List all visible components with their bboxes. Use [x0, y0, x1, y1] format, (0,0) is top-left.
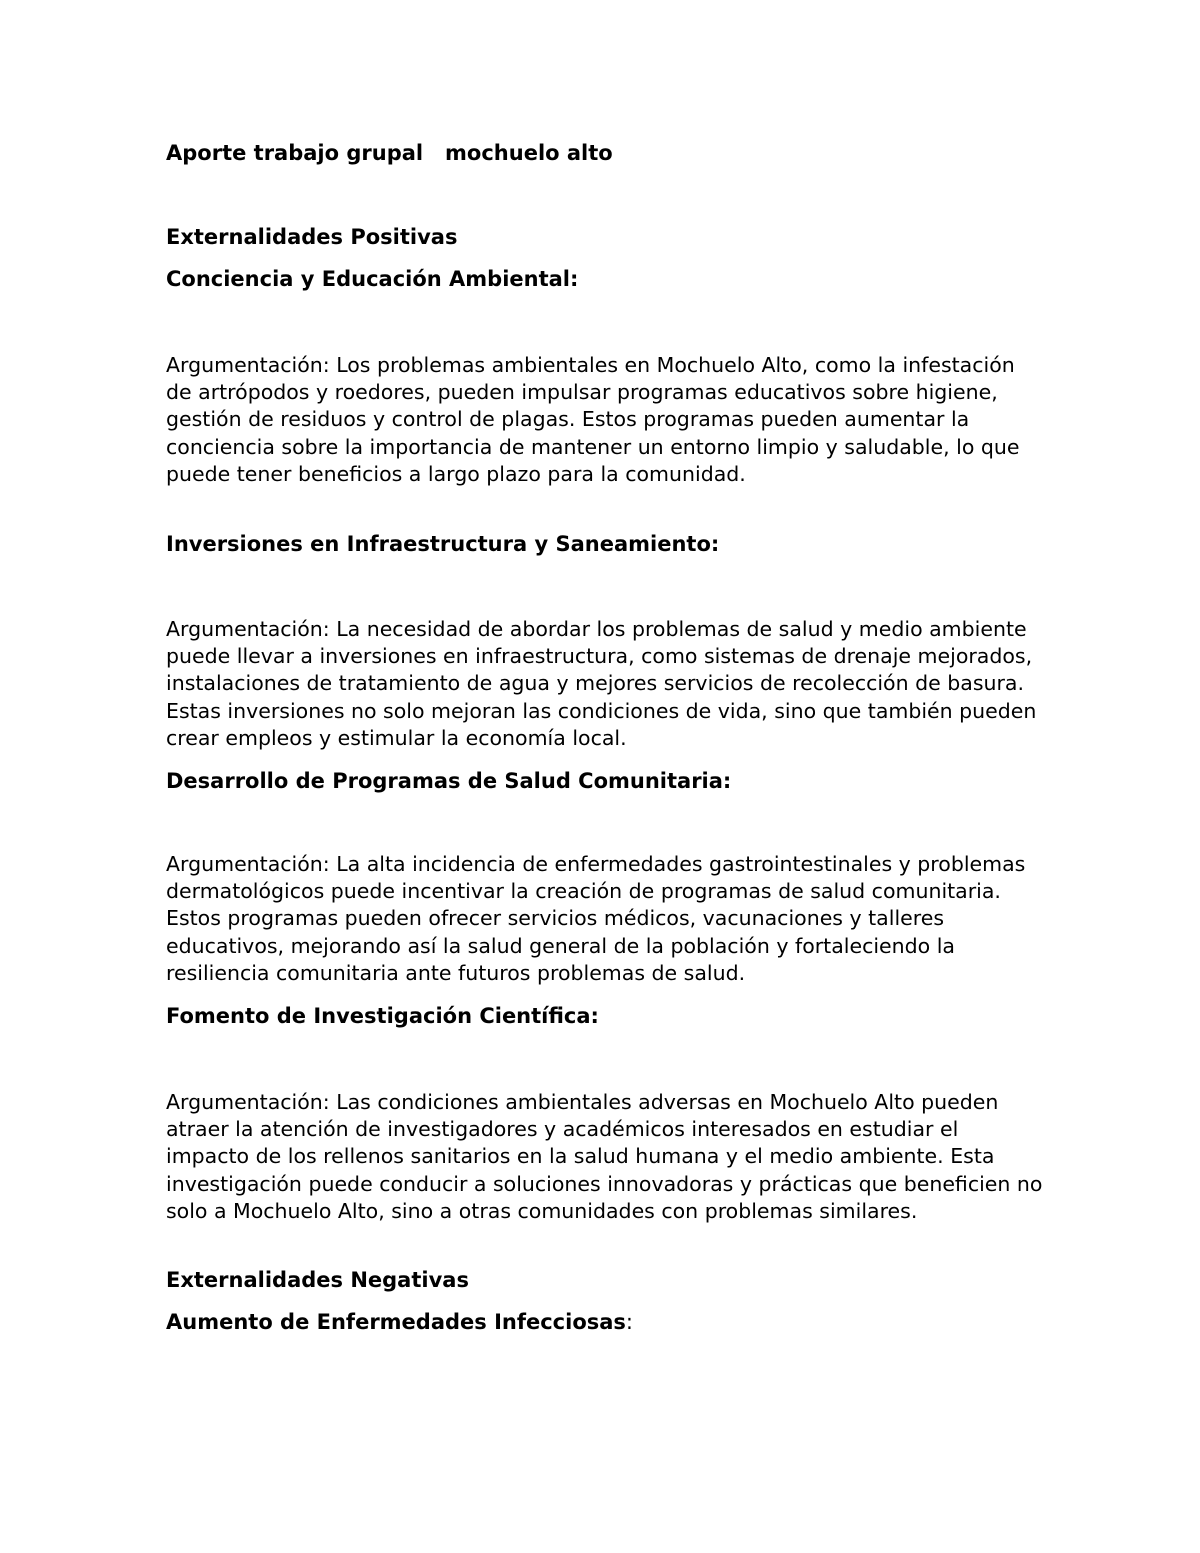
- paragraph-investigacion: Argumentación: Las condiciones ambientales adversas en Mochuelo Alto pueden atraer la atención de investigadores y académicos interesados en estudiar el impacto de los rellenos sanitarios en la salud humana y el medio ambiente. Esta investigación puede conducir a soluciones innovadoras y prácticas que beneficien no solo a Mochuelo Alto, sino a otras comunidades con problemas similares.: [166, 1090, 1043, 1223]
- section-heading-positive: Externalidades Positivas: [166, 225, 458, 249]
- subheading-inversiones: Inversiones en Infraestructura y Saneamiento:: [166, 532, 720, 556]
- subheading-salud-comunitaria: Desarrollo de Programas de Salud Comunitaria:: [166, 769, 732, 793]
- paragraph-inversiones: Argumentación: La necesidad de abordar los problemas de salud y medio ambiente puede llevar a inversiones en infraestructura, como sistemas de drenaje mejorados, instalaciones de tratamiento de agua y mejores servicios de recolección de basura. Estas inversiones no solo mejoran las condiciones de vida, sino que también pueden crear empleos y estimular la economía local.: [166, 617, 1037, 750]
- subheading-enfermedades-colon: :: [625, 1310, 633, 1334]
- subheading-enfermedades-text: Aumento de Enfermedades Infecciosas: [166, 1310, 626, 1334]
- section-heading-negative: Externalidades Negativas: [166, 1268, 469, 1292]
- subheading-investigacion: Fomento de Investigación Científica:: [166, 1004, 599, 1028]
- subheading-enfermedades-infecciosas: [166, 1307, 633, 1337]
- paragraph-conciencia: Argumentación: Los problemas ambientales en Mochuelo Alto, como la infestación de artrópodos y roedores, pueden impulsar programas educativos sobre higiene, gestión de residuos y control de plagas. Estos programas pueden aumentar la conciencia sobre la importancia de mantener un entorno limpio y saludable, lo que puede tener beneficios a largo plazo para la comunidad.: [166, 353, 1020, 486]
- subheading-conciencia: Conciencia y Educación Ambiental:: [166, 267, 579, 291]
- document-title: Aporte trabajo grupal mochuelo alto: [166, 141, 613, 165]
- paragraph-salud-comunitaria: Argumentación: La alta incidencia de enfermedades gastrointestinales y problemas dermatológicos puede incentivar la creación de programas de salud comunitaria. Estos programas pueden ofrecer servicios médicos, vacunaciones y talleres educativos, mejorando así la salud general de la población y fortaleciendo la resiliencia comunitaria ante futuros problemas de salud.: [166, 852, 1026, 985]
